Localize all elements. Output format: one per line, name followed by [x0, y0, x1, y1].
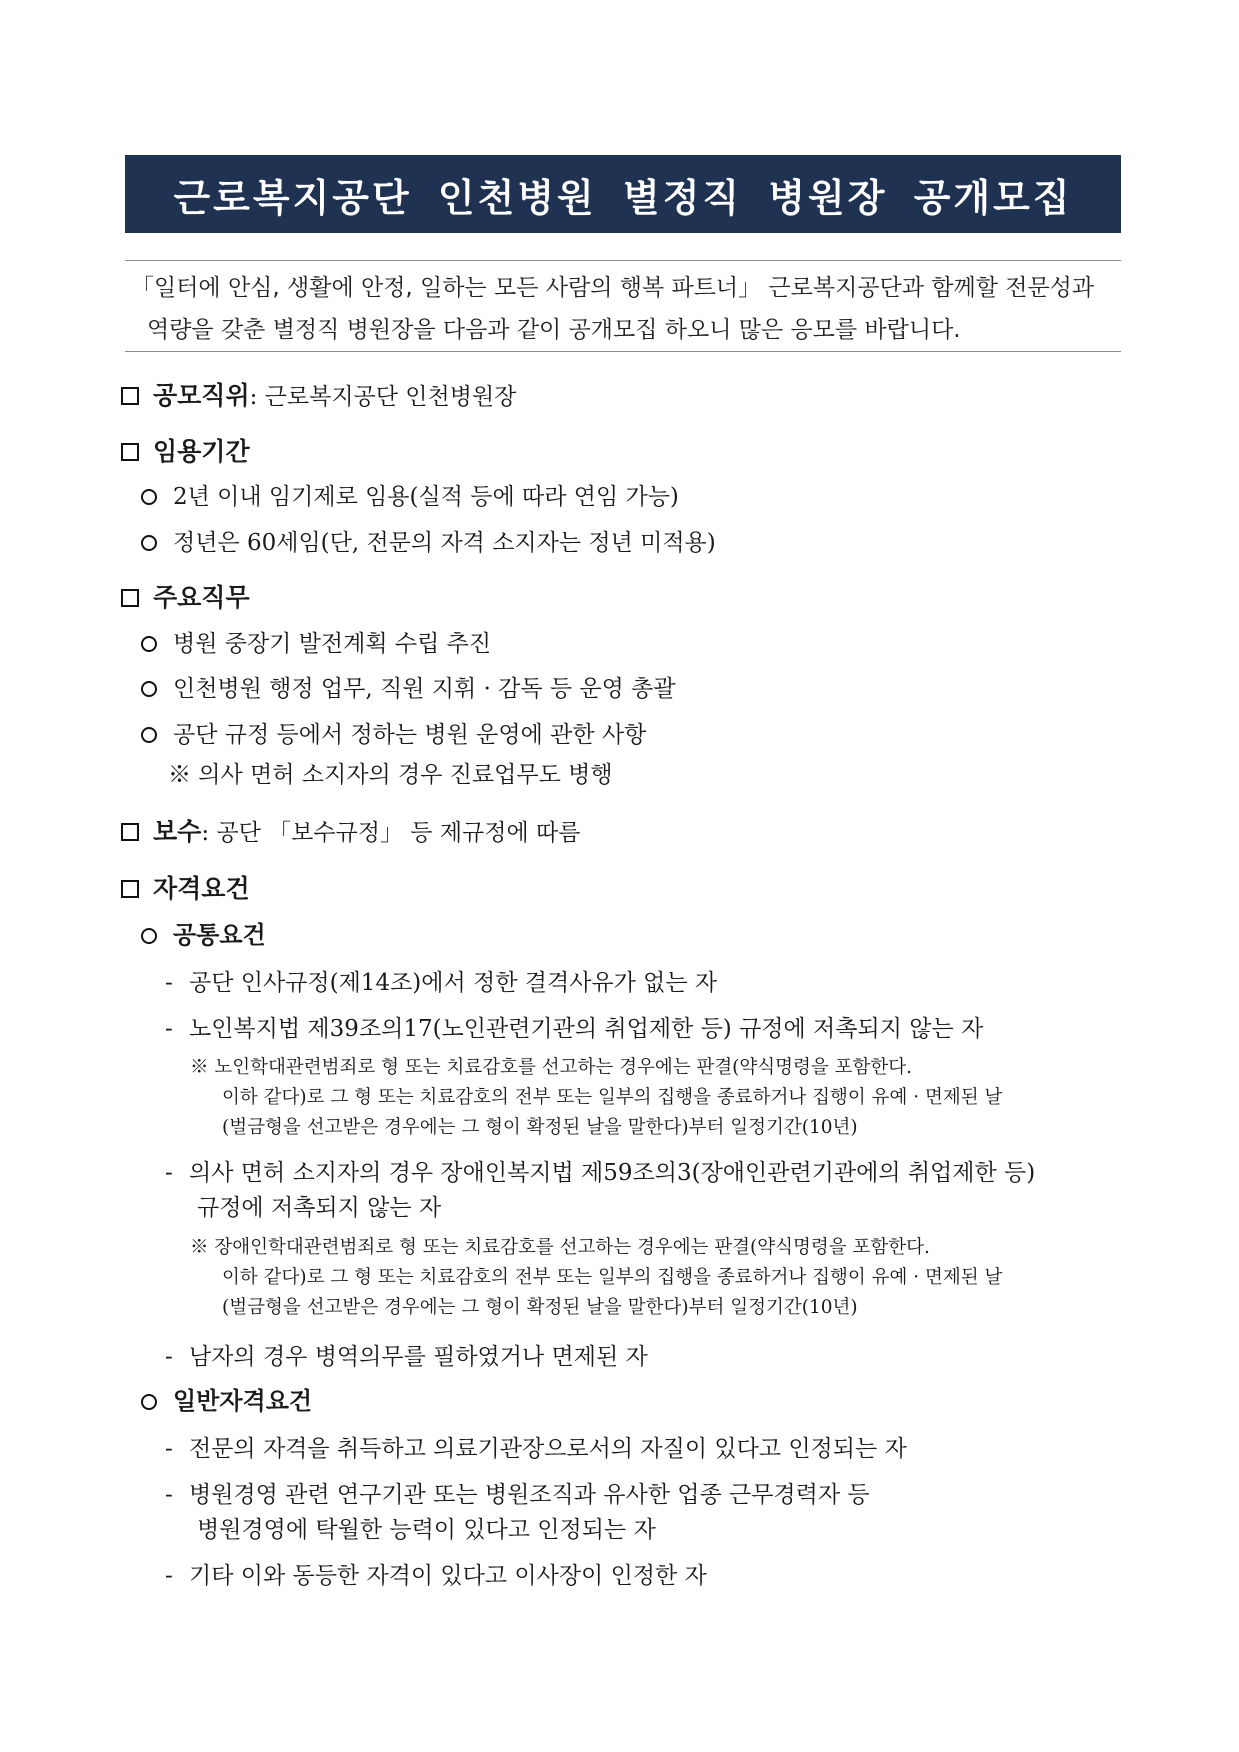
checkbox-square-icon: [121, 589, 139, 607]
circle-bullet-icon: [141, 535, 157, 551]
note-line: ※ 노인학대관련범죄로 형 또는 치료감호를 선고하는 경우에는 판결(약식명령을 포함한다.: [190, 1057, 913, 1078]
circle-bullet-icon: [141, 489, 157, 505]
intro-line: 「일터에 안심, 생활에 안정, 일하는 모든 사람의 행복 파트너」 근로복지공단과 함께할 전문성과: [131, 275, 1095, 301]
section-heading: 공모직위: [153, 381, 250, 410]
list-item: 정년은 60세임(단, 전문의 자격 소지자는 정년 미적용): [141, 528, 716, 558]
section-heading: 자격요건: [153, 874, 250, 903]
section-heading: 임용기간: [153, 437, 250, 466]
intro-box: [125, 260, 1121, 352]
dash-item: - 병원경영 관련 연구기관 또는 병원조직과 유사한 업종 근무경력자 등: [165, 1482, 870, 1508]
circle-bullet-icon: [141, 928, 157, 944]
checkbox-square-icon: [121, 387, 139, 405]
section-duties: [121, 583, 250, 613]
circle-bullet-icon: [141, 727, 157, 743]
circle-bullet-icon: [141, 636, 157, 652]
list-item: 인천병원 행정 업무, 직원 지휘 · 감독 등 운영 총괄: [141, 674, 676, 704]
list-item: 병원 중장기 발전계획 수립 추진: [141, 629, 491, 659]
section-pay: [121, 817, 580, 848]
section-position: [121, 381, 516, 412]
note: ※ 의사 면허 소지자의 경우 진료업무도 병행: [168, 762, 613, 788]
note-line: 이하 같다)로 그 형 또는 치료감호의 전부 또는 일부의 집행을 종료하거나 집행이 유예 · 면제된 날: [222, 1267, 1003, 1288]
section-value: : 근로복지공단 인천병원장: [249, 384, 517, 410]
section-value: : 공단 「보수규정」 등 제규정에 따름: [201, 820, 581, 846]
note-line: (벌금형을 선고받은 경우에는 그 형이 확정된 날을 말한다)부터 일정기간(10년): [222, 1297, 858, 1318]
dash-item: - 공단 인사규정(제14조)에서 정한 결격사유가 없는 자: [165, 970, 718, 996]
list-item: 공단 규정 등에서 정하는 병원 운영에 관한 사항: [141, 720, 646, 750]
dash-item: - 남자의 경우 병역의무를 필하였거나 면제된 자: [165, 1344, 648, 1370]
note-line: ※ 장애인학대관련범죄로 형 또는 치료감호를 선고하는 경우에는 판결(약식명령을 포함한다.: [190, 1237, 930, 1258]
dash-item-continuation: 규정에 저촉되지 않는 자: [197, 1195, 442, 1221]
dash-item: - 기타 이와 동등한 자격이 있다고 이사장이 인정한 자: [165, 1563, 707, 1589]
circle-bullet-icon: [141, 1394, 157, 1410]
checkbox-square-icon: [121, 880, 139, 898]
section-qualification: [121, 874, 250, 904]
circle-bullet-icon: [141, 681, 157, 697]
section-term: [121, 437, 250, 467]
dash-item: - 노인복지법 제39조의17(노인관련기관의 취업제한 등) 규정에 저촉되지 않는 자: [165, 1016, 984, 1042]
note-line: (벌금형을 선고받은 경우에는 그 형이 확정된 날을 말한다)부터 일정기간(10년): [222, 1117, 858, 1138]
note-line: 이하 같다)로 그 형 또는 치료감호의 전부 또는 일부의 집행을 종료하거나 집행이 유예 · 면제된 날: [222, 1087, 1003, 1108]
section-heading: 보수: [153, 817, 202, 846]
checkbox-square-icon: [121, 823, 139, 841]
intro-line: 역량을 갖춘 별정직 병원장을 다음과 같이 공개모집 하오니 많은 응모를 바랍니다.: [147, 317, 961, 343]
list-item: 2년 이내 임기제로 임용(실적 등에 따라 연임 가능): [141, 482, 679, 512]
dash-item: - 전문의 자격을 취득하고 의료기관장으로서의 자질이 있다고 인정되는 자: [165, 1436, 907, 1462]
subsection-common: 공통요건: [141, 920, 266, 950]
subsection-general: 일반자격요건: [141, 1386, 312, 1416]
checkbox-square-icon: [121, 443, 139, 461]
section-heading: 주요직무: [153, 583, 250, 612]
dash-item: - 의사 면허 소지자의 경우 장애인복지법 제59조의3(장애인관련기관에의 취업제한 등): [165, 1160, 1036, 1186]
page-title: 근로복지공단 인천병원 별정직 병원장 공개모집: [125, 155, 1121, 233]
dash-item-continuation: 병원경영에 탁월한 능력이 있다고 인정되는 자: [197, 1517, 656, 1543]
